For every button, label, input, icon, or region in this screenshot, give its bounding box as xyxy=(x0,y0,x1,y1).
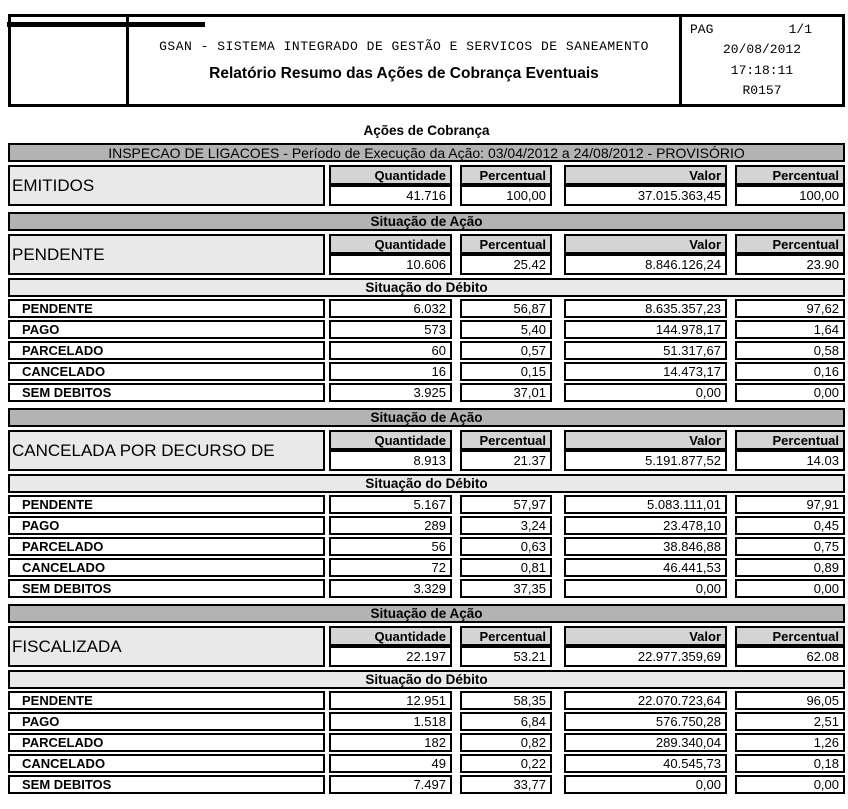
action-label: PENDENTE xyxy=(8,234,325,275)
debito-quantidade: 3.329 xyxy=(329,579,452,598)
debito-percentual-2: 0,89 xyxy=(735,558,845,577)
action-summary-table xyxy=(8,626,845,667)
debito-quantidade: 1.518 xyxy=(329,712,452,731)
debito-valor: 0,00 xyxy=(564,383,727,402)
column-header-valor: Valor xyxy=(564,165,727,185)
page-value: 1/1 xyxy=(788,22,812,37)
debito-row-label: SEM DEBITOS xyxy=(8,775,325,794)
summary-percentual: 21.37 xyxy=(460,450,552,471)
report-code: R0157 xyxy=(742,82,782,98)
situacao-acao-bar: Situação de Ação xyxy=(8,408,845,427)
debito-valor: 46.441,53 xyxy=(564,558,727,577)
debito-row-label: PENDENTE xyxy=(8,299,325,318)
debito-row xyxy=(8,537,845,556)
debito-row-label: SEM DEBITOS xyxy=(8,579,325,598)
emitidos-label: EMITIDOS xyxy=(8,165,325,206)
debito-row-label: SEM DEBITOS xyxy=(8,383,325,402)
column-header-percentual-2: Percentual xyxy=(735,626,845,646)
summary-quantidade: 8.913 xyxy=(329,450,452,471)
summary-quantidade: 10.606 xyxy=(329,254,452,275)
situacao-acao-bar: Situação de Ação xyxy=(8,604,845,623)
debito-valor: 5.083.111,01 xyxy=(564,495,727,514)
debito-quantidade: 72 xyxy=(329,558,452,577)
debito-row xyxy=(8,516,845,535)
summary-percentual: 53.21 xyxy=(460,646,552,667)
page-label: PAG xyxy=(690,22,714,37)
debito-row xyxy=(8,341,845,360)
debito-percentual: 58,35 xyxy=(460,691,552,710)
debito-row xyxy=(8,733,845,752)
debito-percentual-2: 0,16 xyxy=(735,362,845,381)
situacao-debito-bar: Situação do Débito xyxy=(8,670,845,689)
debito-row xyxy=(8,558,845,577)
debito-quantidade: 49 xyxy=(329,754,452,773)
emitidos-quantidade: 41.716 xyxy=(329,185,452,206)
debito-percentual: 5,40 xyxy=(460,320,552,339)
debito-quantidade: 7.497 xyxy=(329,775,452,794)
debito-quantidade: 289 xyxy=(329,516,452,535)
debito-quantidade: 182 xyxy=(329,733,452,752)
debito-percentual: 57,97 xyxy=(460,495,552,514)
summary-quantidade: 22.197 xyxy=(329,646,452,667)
debito-percentual: 6,84 xyxy=(460,712,552,731)
debito-row-label: PARCELADO xyxy=(8,341,325,360)
debito-quantidade: 16 xyxy=(329,362,452,381)
debito-row xyxy=(8,299,845,318)
column-header-percentual: Percentual xyxy=(460,626,552,646)
column-header-percentual: Percentual xyxy=(460,430,552,450)
debito-row xyxy=(8,383,845,402)
column-header-percentual-2: Percentual xyxy=(735,165,845,185)
debito-row-label: PAGO xyxy=(8,712,325,731)
debito-percentual-2: 0,18 xyxy=(735,754,845,773)
debito-row-label: PAGO xyxy=(8,320,325,339)
column-header-valor: Valor xyxy=(564,430,727,450)
debito-quantidade: 56 xyxy=(329,537,452,556)
debito-row-label: PAGO xyxy=(8,516,325,535)
debito-quantidade: 573 xyxy=(329,320,452,339)
debito-valor: 289.340,04 xyxy=(564,733,727,752)
debito-percentual: 0,81 xyxy=(460,558,552,577)
debito-row-label: PENDENTE xyxy=(8,495,325,514)
debito-percentual-2: 0,00 xyxy=(735,579,845,598)
debito-percentual: 0,57 xyxy=(460,341,552,360)
debito-percentual: 0,82 xyxy=(460,733,552,752)
debito-quantidade: 3.925 xyxy=(329,383,452,402)
debito-valor: 22.070.723,64 xyxy=(564,691,727,710)
summary-valor: 5.191.877,52 xyxy=(564,450,727,471)
debito-quantidade: 5.167 xyxy=(329,495,452,514)
debito-row xyxy=(8,691,845,710)
debito-percentual: 56,87 xyxy=(460,299,552,318)
debito-percentual-2: 0,58 xyxy=(735,341,845,360)
debito-percentual-2: 2,51 xyxy=(735,712,845,731)
column-header-percentual: Percentual xyxy=(460,234,552,254)
debito-valor: 0,00 xyxy=(564,775,727,794)
column-header-quantidade: Quantidade xyxy=(329,626,452,646)
system-title: GSAN - SISTEMA INTEGRADO DE GESTÃO E SERVICOS DE SANEAMENTO xyxy=(159,38,649,54)
debito-valor: 144.978,17 xyxy=(564,320,727,339)
summary-percentual-2: 62.08 xyxy=(735,646,845,667)
debito-percentual-2: 97,91 xyxy=(735,495,845,514)
debito-valor: 14.473,17 xyxy=(564,362,727,381)
column-header-quantidade: Quantidade xyxy=(329,430,452,450)
debito-percentual: 0,15 xyxy=(460,362,552,381)
summary-valor: 22.977.359,69 xyxy=(564,646,727,667)
report-page xyxy=(8,14,845,794)
column-header-valor: Valor xyxy=(564,626,727,646)
report-header xyxy=(8,14,845,107)
emitidos-valor: 37.015.363,45 xyxy=(564,185,727,206)
debito-valor: 0,00 xyxy=(564,579,727,598)
debito-row xyxy=(8,362,845,381)
debito-valor: 576.750,28 xyxy=(564,712,727,731)
debito-percentual: 0,63 xyxy=(460,537,552,556)
debito-percentual: 37,35 xyxy=(460,579,552,598)
summary-valor: 8.846.126,24 xyxy=(564,254,727,275)
emitidos-percentual-2: 100,00 xyxy=(735,185,845,206)
debito-row xyxy=(8,754,845,773)
situacao-debito-bar: Situação do Débito xyxy=(8,474,845,493)
debito-percentual-2: 97,62 xyxy=(735,299,845,318)
action-label: FISCALIZADA xyxy=(8,626,325,667)
debito-row xyxy=(8,775,845,794)
debito-percentual: 3,24 xyxy=(460,516,552,535)
column-header-percentual-2: Percentual xyxy=(735,234,845,254)
page-title: Ações de Cobrança xyxy=(363,123,490,138)
debito-row xyxy=(8,712,845,731)
debito-percentual: 37,01 xyxy=(460,383,552,402)
situacao-acao-bar: Situação de Ação xyxy=(8,212,845,231)
debito-percentual-2: 0,75 xyxy=(735,537,845,556)
debito-row-label: CANCELADO xyxy=(8,754,325,773)
debito-valor: 38.846,88 xyxy=(564,537,727,556)
debito-row-label: PARCELADO xyxy=(8,733,325,752)
debito-row xyxy=(8,320,845,339)
debito-percentual-2: 0,00 xyxy=(735,775,845,794)
debito-valor: 8.635.357,23 xyxy=(564,299,727,318)
debito-percentual-2: 0,45 xyxy=(735,516,845,535)
report-time: 17:18:11 xyxy=(730,62,794,78)
debito-percentual: 0,22 xyxy=(460,754,552,773)
logo-placeholder xyxy=(11,17,129,104)
debito-row xyxy=(8,579,845,598)
column-header-valor: Valor xyxy=(564,234,727,254)
column-header-quantidade: Quantidade xyxy=(329,234,452,254)
report-header-meta xyxy=(679,17,842,104)
debito-percentual-2: 1,64 xyxy=(735,320,845,339)
action-label: CANCELADA POR DECURSO DE xyxy=(8,430,325,471)
report-date: 20/08/2012 xyxy=(722,42,801,58)
column-header-percentual-2: Percentual xyxy=(735,430,845,450)
debito-valor: 51.317,67 xyxy=(564,341,727,360)
summary-percentual: 25.42 xyxy=(460,254,552,275)
report-header-titles xyxy=(129,17,679,104)
debito-quantidade: 60 xyxy=(329,341,452,360)
report-band-title: INSPECAO DE LIGACOES - Período de Execução da Ação: 03/04/2012 a 24/08/2012 - PROVISÓRIO xyxy=(8,143,845,162)
report-title: Relatório Resumo das Ações de Cobrança Eventuais xyxy=(209,64,599,82)
debito-percentual-2: 1,26 xyxy=(735,733,845,752)
debito-row xyxy=(8,495,845,514)
debito-quantidade: 12.951 xyxy=(329,691,452,710)
emitidos-summary-table xyxy=(8,165,845,206)
page-number-row xyxy=(690,22,834,37)
action-summary-table xyxy=(8,430,845,471)
debito-row-label: CANCELADO xyxy=(8,362,325,381)
summary-percentual-2: 14.03 xyxy=(735,450,845,471)
debito-percentual-2: 96,05 xyxy=(735,691,845,710)
debito-valor: 40.545,73 xyxy=(564,754,727,773)
debito-row-label: PENDENTE xyxy=(8,691,325,710)
debito-valor: 23.478,10 xyxy=(564,516,727,535)
column-header-quantidade: Quantidade xyxy=(329,165,452,185)
summary-percentual-2: 23.90 xyxy=(735,254,845,275)
debito-quantidade: 6.032 xyxy=(329,299,452,318)
situacao-debito-bar: Situação do Débito xyxy=(8,278,845,297)
emitidos-percentual: 100,00 xyxy=(460,185,552,206)
debito-row-label: PARCELADO xyxy=(8,537,325,556)
debito-percentual-2: 0,00 xyxy=(735,383,845,402)
debito-percentual: 33,77 xyxy=(460,775,552,794)
action-summary-table xyxy=(8,234,845,275)
debito-row-label: CANCELADO xyxy=(8,558,325,577)
column-header-percentual: Percentual xyxy=(460,165,552,185)
